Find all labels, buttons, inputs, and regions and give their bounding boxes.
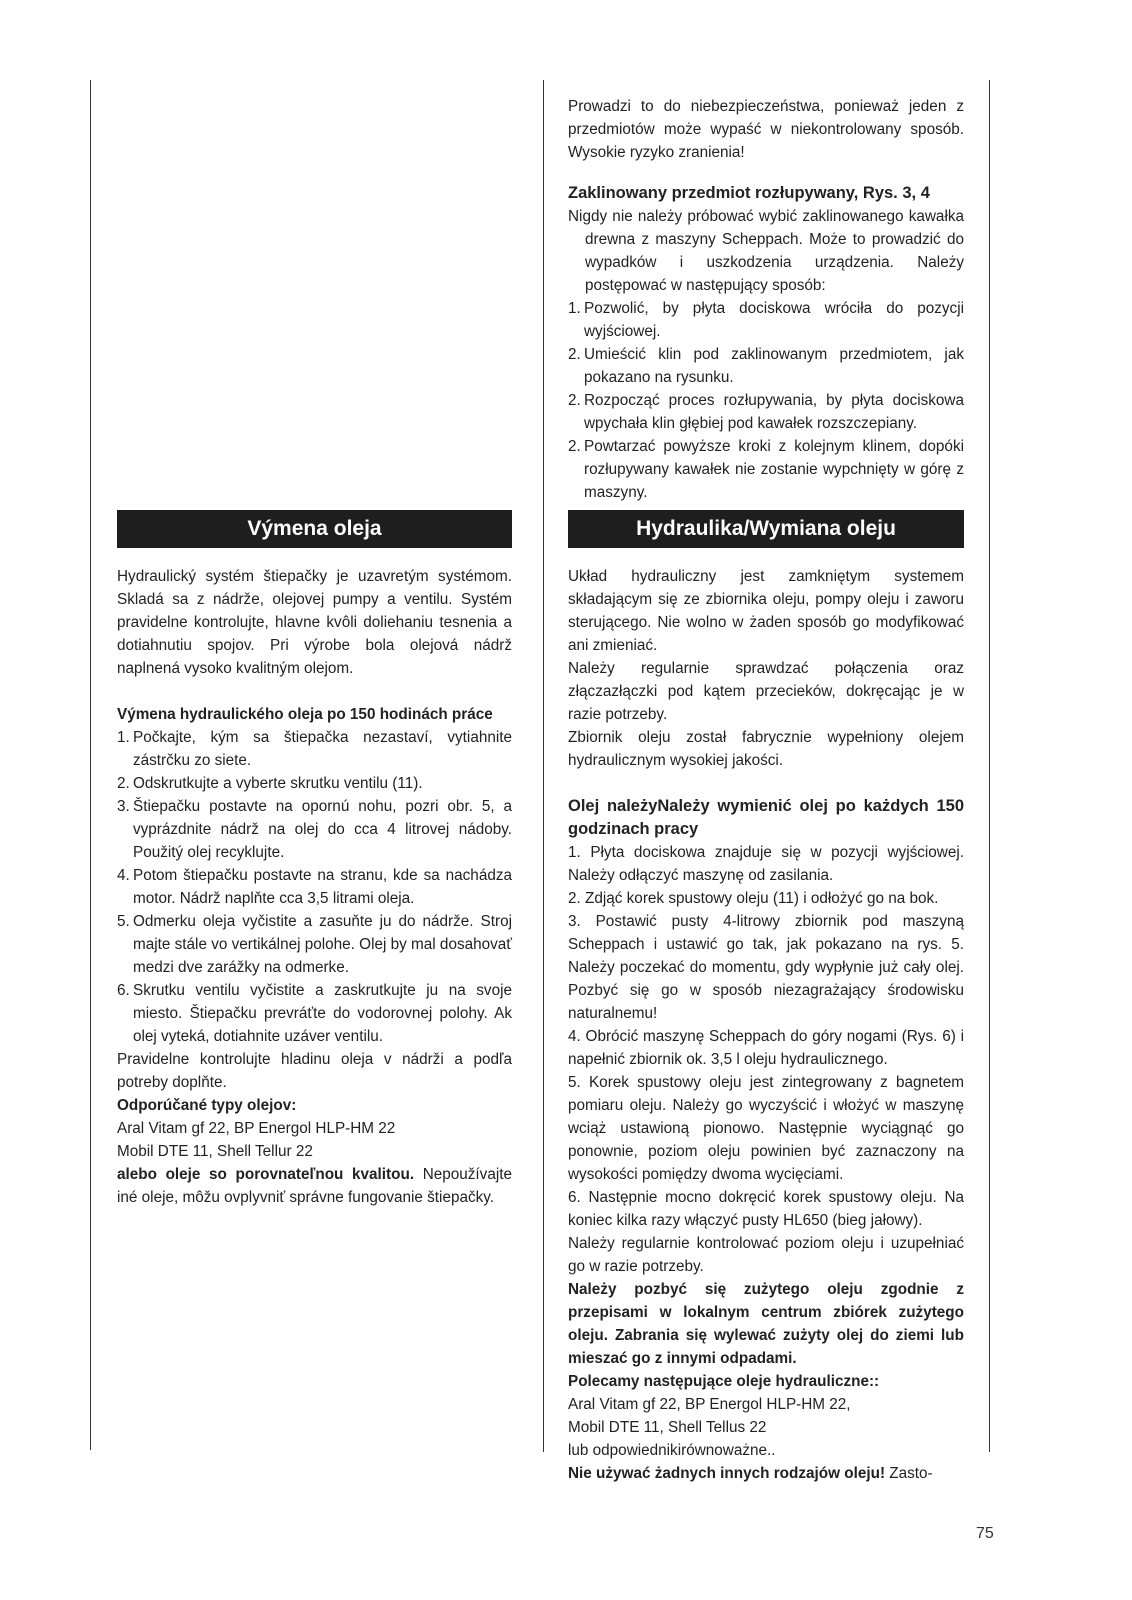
- list-item: 6. Skrutku ventilu vyčistite a zaskrutkujte ju na svoje miesto. Štiepačku prevráťte do vodorovnej polohy. Ak olej vyteká, dotiahnite uzáver ventilu.: [117, 982, 512, 1045]
- check-note: Należy regularnie kontrolować poziom oleju i uzupełniać go w razie potrzeby.: [568, 1235, 964, 1275]
- step-paragraph: 3. Postawić pusty 4-litrowy zbiornik pod maszyną Scheppach i ustawić go tak, jak pokazano na rys. 5. Należy poczekać do momentu, gdy wypłynie już cały olej. Pozbyć się go w sposób niezagrażający środowisku naturalnemu!: [568, 913, 964, 1022]
- oils-line: lub odpowiednikirównoważne..: [568, 1442, 776, 1459]
- jam-steps-list: [568, 297, 964, 504]
- step-paragraph: 6. Następnie mocno dokręcić korek spustowy oleju. Na koniec kilka razy włączyć pusty HL650 (bieg jałowy).: [568, 1189, 964, 1229]
- top-paragraph: Prowadzi to do niebezpieczeństwa, ponieważ jeden z przedmiotów może wypaść w niekontrolowany sposób. Wysokie ryzyko zranienia!: [568, 98, 964, 161]
- list-item: 2. Odskrutkujte a vyberte skrutku ventilu (11).: [117, 775, 423, 792]
- step-paragraph: 1. Płyta dociskowa znajduje się w pozycji wyjściowej. Należy odłączyć maszynę od zasilania.: [568, 844, 964, 884]
- list-item: 1. Počkajte, kým sa štiepačka nezastaví, vytiahnite zástrčku zo siete.: [117, 729, 512, 769]
- jam-heading: Zaklinowany przedmiot rozłupywany, Rys. 3, 4: [568, 184, 930, 202]
- left-margin-rule: [90, 80, 91, 1450]
- list-item: 3. Štiepačku postavte na opornú nohu, pozri obr. 5, a vyprázdnite nádrž na olej do cca 4 litrovej nádoby. Použitý olej recyklujte.: [117, 798, 512, 861]
- center-column-rule: [543, 80, 544, 1452]
- list-item: 5. Odmerku oleja vyčistite a zasuňte ju do nádrže. Stroj majte stále vo vertikálnej polohe. Olej by mal dosahovať medzi dve zarážky na odmerke.: [117, 913, 513, 976]
- intro-paragraph: Należy regularnie sprawdzać połączenia oraz złączazłączki pod kątem przecieków, dokręcając je w razie potrzeby.: [568, 660, 964, 723]
- step-paragraph: 4. Obrócić maszynę Scheppach do góry nogami (Rys. 6) i napełnić zbiornik ok. 3,5 l oleju hydraulicznego.: [568, 1028, 964, 1068]
- oils-label: Polecamy następujące oleje hydrauliczne::: [568, 1373, 880, 1390]
- final-note: Nie używać żadnych innych rodzajów oleju! Zasto-: [568, 1465, 933, 1482]
- page-number: 75: [976, 1525, 994, 1542]
- section-heading-bar: Hydraulika/Wymiana oleju: [568, 510, 964, 548]
- final-note: alebo oleje so porovnateľnou kvalitou. Nepoužívajte iné oleje, môžu ovplyvniť správne fungovanie štiepačky.: [117, 1166, 512, 1206]
- step-paragraph: 5. Korek spustowy oleju jest zintegrowany z bagnetem pomiaru oleju. Należy go wyczyścić i włożyć w maszynę wciąż ustawioną pionowo. Następnie wyciągnąć go ponownie, poziom oleju powinien być zaznaczony na wysokości pomiędzy dwoma wycięciami.: [568, 1074, 964, 1183]
- right-margin-rule: [989, 80, 990, 1452]
- oils-line: Mobil DTE 11, Shell Tellus 22: [568, 1419, 767, 1436]
- oils-label: Odporúčané typy olejov:: [117, 1097, 297, 1114]
- jam-intro: Nigdy nie należy próbować wybić zaklinowanego kawałka drewna z maszyny Scheppach. Może to prowadzić do wypadków i uszkodzenia urządzenia. Należy postępować w następujący sposób:: [568, 208, 964, 294]
- oils-line: Aral Vitam gf 22, BP Energol HLP-HM 22: [117, 1120, 396, 1137]
- list-item: 2. Umieścić klin pod zaklinowanym przedmiotem, jak pokazano na rysunku.: [568, 346, 964, 386]
- oils-line: Aral Vitam gf 22, BP Energol HLP-HM 22,: [568, 1396, 851, 1413]
- step-paragraph: 2. Zdjąć korek spustowy oleju (11) i odłożyć go na bok.: [568, 890, 939, 907]
- right-column-lower: [568, 510, 964, 1485]
- intro-paragraph: Układ hydrauliczny jest zamkniętym systemem składającym się ze zbiornika oleju, pompy oleju i zaworu sterującego. Nie wolno w żaden sposób go modyfikować ani zmieniać.: [568, 568, 964, 654]
- list-item: 2. Powtarzać powyższe kroki z kolejnym klinem, dopóki rozłupywany kawałek nie zostanie wypchnięty w górę z maszyny.: [568, 438, 964, 501]
- subheading: Olej należyNależy wymienić olej po każdych 150 godzinach pracy: [568, 797, 964, 838]
- intro-paragraph: Zbiornik oleju został fabrycznie wypełniony olejem hydraulicznym wysokiej jakości.: [568, 729, 964, 769]
- intro-paragraph: Hydraulický systém štiepačky je uzavretým systémom. Skladá sa z nádrže, olejovej pumpy a ventilu. Systém pravidelne kontrolujte, hlavne kvôli doliehaniu tesnenia a dotiahnutiu spojov. Pri výrobe bola olejová nádrž naplnená vysoko kvalitným olejom.: [117, 568, 512, 677]
- subheading: Výmena hydraulického oleja po 150 hodinách práce: [117, 706, 493, 723]
- list-item: 2. Rozpocząć proces rozłupywania, by płyta dociskowa wpychała klin głębiej pod kawałek rozszczepiany.: [568, 392, 964, 432]
- list-item: 1. Pozwolić, by płyta dociskowa wróciła do pozycji wyjściowej.: [568, 300, 964, 340]
- section-heading-bar: Výmena oleja: [117, 510, 512, 548]
- list-item: 4. Potom štiepačku postavte na stranu, kde sa nachádza motor. Nádrž naplňte cca 3,5 litrami oleja.: [117, 867, 512, 907]
- warning-note: Należy pozbyć się zużytego oleju zgodnie z przepisami w lokalnym centrum zbiórek zużytego oleju. Zabrania się wylewać zużyty olej do ziemi lub mieszać go z innymi odpadami.: [568, 1281, 964, 1367]
- right-column: [568, 95, 964, 504]
- maintenance-note: Pravidelne kontrolujte hladinu oleja v nádrži a podľa potreby doplňte.: [117, 1051, 512, 1091]
- left-column: [117, 510, 512, 1209]
- steps-list: [117, 726, 512, 1048]
- oils-line: Mobil DTE 11, Shell Tellur 22: [117, 1143, 313, 1160]
